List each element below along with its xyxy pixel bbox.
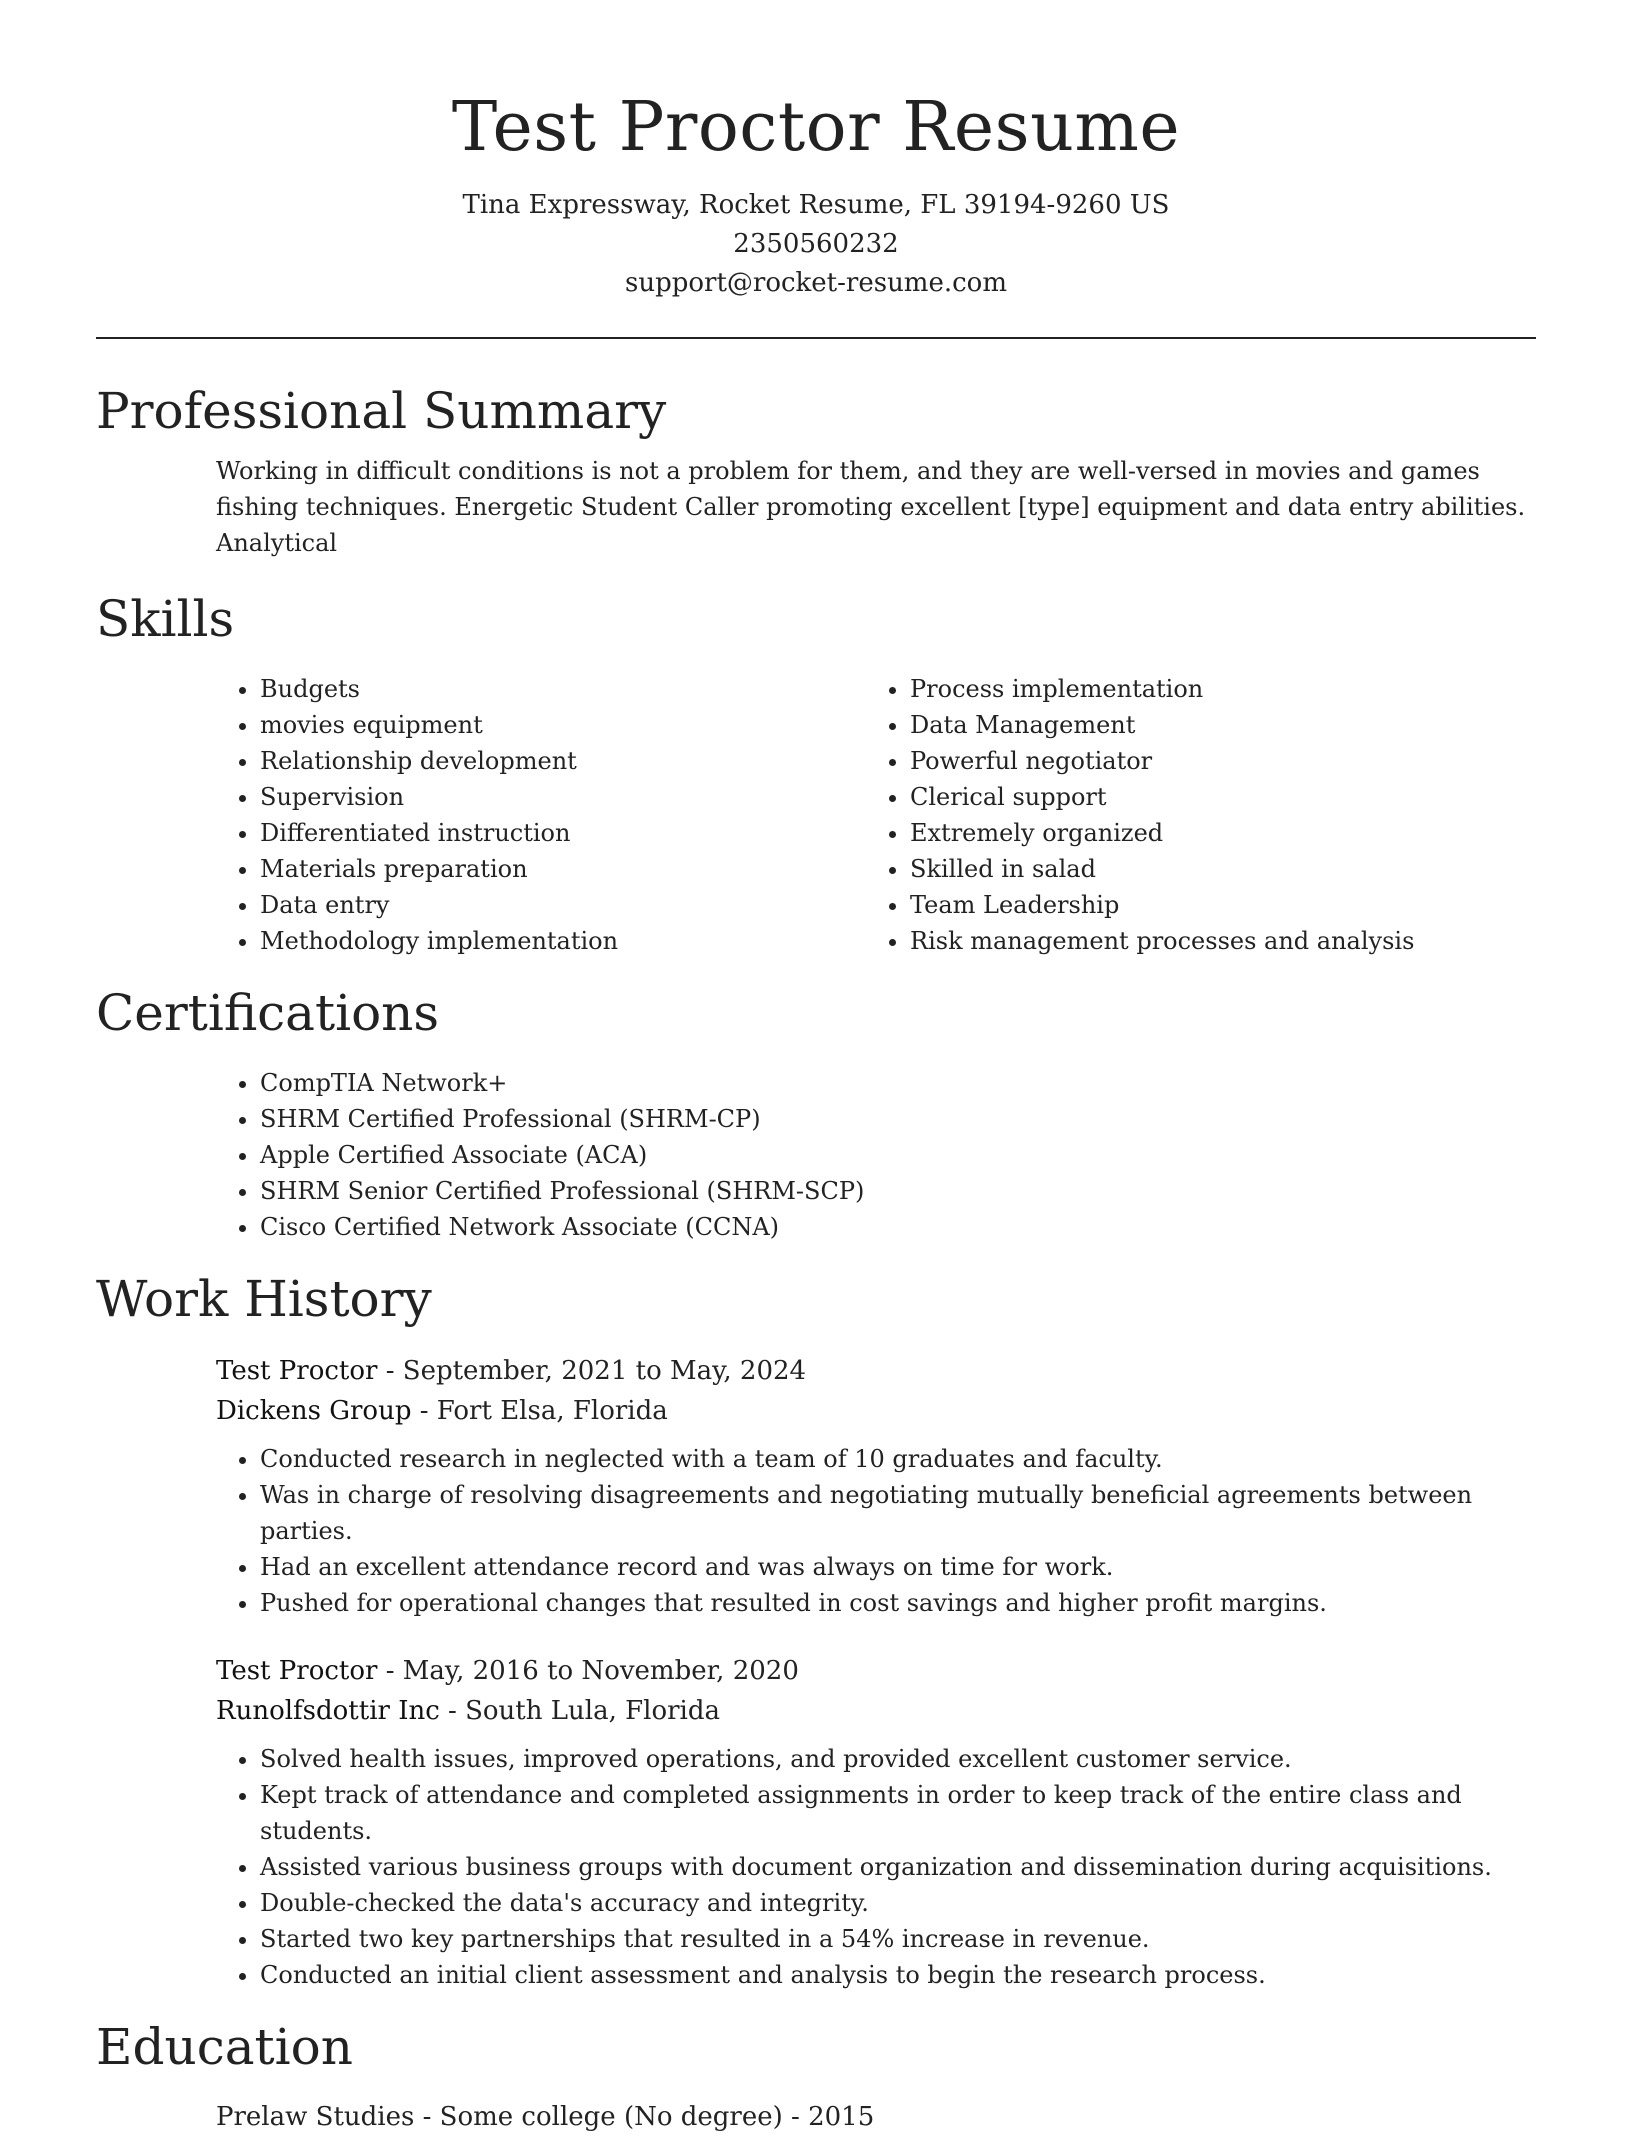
job-bullet: • Assisted various business groups with document organization and dissemination during acquisitions. [260, 1849, 1536, 1885]
skill-item: • Team Leadership [910, 887, 1516, 923]
job-location: - South Lula, Florida [439, 1696, 721, 1726]
contact-block [96, 186, 1536, 303]
job-location: - Fort Elsa, Florida [411, 1396, 668, 1426]
header-divider [96, 337, 1536, 339]
job-bullet: • Kept track of attendance and completed assignments in order to keep track of the entire class and students. [260, 1777, 1536, 1849]
section-title-summary: Professional Summary [96, 382, 667, 440]
certification-item: • SHRM Certified Professional (SHRM-CP) [260, 1101, 1536, 1137]
job-bullets [216, 1741, 1536, 1993]
skill-item: • Extremely organized [910, 815, 1516, 851]
job-bullet: • Pushed for operational changes that resulted in cost savings and higher profit margins. [260, 1585, 1536, 1621]
skills-list-right [866, 671, 1516, 959]
certification-item: • Cisco Certified Network Associate (CCNA) [260, 1209, 1536, 1245]
job-entry [216, 1651, 1536, 1993]
job-title: Test Proctor [216, 1656, 378, 1686]
job-dates: - September, 2021 to May, 2024 [377, 1356, 807, 1386]
summary-text: Working in difficult conditions is not a problem for them, and they are well-versed in movies and games fishing techniques. Energetic Student Caller promoting excellent [type] equipment and data entry abilities. Analytical [216, 457, 1526, 557]
job-bullet: • Conducted research in neglected with a team of 10 graduates and faculty. [260, 1441, 1536, 1477]
section-title-work-history: Work History [96, 1270, 432, 1328]
job-bullet: • Was in charge of resolving disagreements and negotiating mutually beneficial agreements between parties. [260, 1477, 1536, 1549]
section-title-education: Education [96, 2018, 353, 2076]
contact-email: support@rocket-resume.com [624, 268, 1007, 298]
job-bullet: • Conducted an initial client assessment and analysis to begin the research process. [260, 1957, 1536, 1993]
skills-columns [216, 671, 1536, 959]
resume-header [96, 0, 1536, 303]
certifications-block [216, 1065, 1536, 1245]
job-company-line [216, 1391, 1536, 1431]
skill-item: • Powerful negotiator [910, 743, 1516, 779]
skill-item: • Risk management processes and analysis [910, 923, 1516, 959]
skill-item: • Clerical support [910, 779, 1516, 815]
skill-item: • Data Management [910, 707, 1516, 743]
skill-item: • Data entry [260, 887, 866, 923]
certification-item: • CompTIA Network+ [260, 1065, 1536, 1101]
job-title-line [216, 1651, 1536, 1691]
job-bullet: • Double-checked the data's accuracy and integrity. [260, 1885, 1536, 1921]
skill-item: • Budgets [260, 671, 866, 707]
job-company: Runolfsdottir Inc [216, 1696, 440, 1726]
job-bullet: • Started two key partnerships that resulted in a 54% increase in revenue. [260, 1921, 1536, 1957]
job-company: Dickens Group [216, 1396, 412, 1426]
certifications-list [216, 1065, 1536, 1245]
skill-item: • Relationship development [260, 743, 866, 779]
job-bullets [216, 1441, 1536, 1621]
skill-item: • movies equipment [260, 707, 866, 743]
job-bullet: • Solved health issues, improved operations, and provided excellent customer service. [260, 1741, 1536, 1777]
resume-page [96, 0, 1536, 2137]
resume-title: Test Proctor Resume [451, 88, 1181, 167]
job-bullet: • Had an excellent attendance record and was always on time for work. [260, 1549, 1536, 1585]
skill-item: • Materials preparation [260, 851, 866, 887]
certification-item: • Apple Certified Associate (ACA) [260, 1137, 1536, 1173]
certification-item: • SHRM Senior Certified Professional (SHRM-SCP) [260, 1173, 1536, 1209]
job-company-line [216, 1691, 1536, 1731]
skill-item: • Supervision [260, 779, 866, 815]
skill-item: • Process implementation [910, 671, 1516, 707]
job-entry [216, 1351, 1536, 1621]
section-title-certifications: Certifications [96, 984, 440, 1042]
section-title-skills: Skills [96, 590, 235, 648]
job-title-line [216, 1351, 1536, 1391]
contact-phone: 2350560232 [733, 229, 899, 259]
education-entry: Prelaw Studies - Some college (No degree) - 2015 [216, 2102, 875, 2132]
skill-item: • Differentiated instruction [260, 815, 866, 851]
skills-list-left [216, 671, 866, 959]
contact-address: Tina Expressway, Rocket Resume, FL 39194-9260 US [462, 190, 1170, 220]
job-dates: - May, 2016 to November, 2020 [377, 1656, 799, 1686]
skill-item: • Skilled in salad [910, 851, 1516, 887]
job-title: Test Proctor [216, 1356, 378, 1386]
skill-item: • Methodology implementation [260, 923, 866, 959]
